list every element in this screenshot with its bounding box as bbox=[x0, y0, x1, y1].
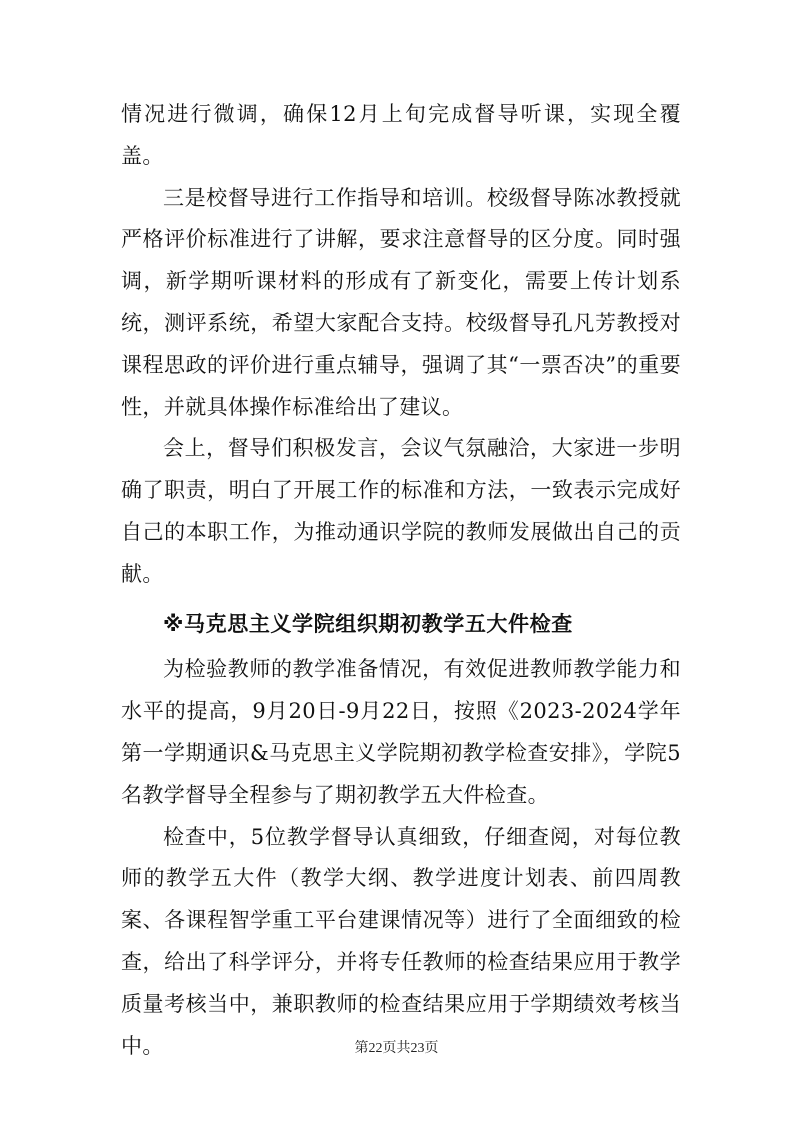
paragraph-inspection-intro: 为检验教师的教学准备情况，有效促进教师教学能力和水平的提高，9月20日-9月22日，按照《2023-2024学年第一学期通识&马克思主义学院期初教学检查安排》，学院5名教学督导全程参与了期初教学五大件检查。 bbox=[121, 657, 681, 807]
paragraph-inspection-details: 检查中，5位教学督导认真细致，仔细查阅，对每位教师的教学五大件（教学大纲、教学进度计划表、前四周教案、各课程智学重工平台建课情况等）进行了全面细致的检查，给出了科学评分，并将专任教师的检查结果应用于教学质量考核当中，兼职教师的检查结果应用于学期绩效考核当中。 bbox=[121, 824, 681, 1058]
paragraph-meeting-summary: 会上，督导们积极发言，会议气氛融洽，大家进一步明确了职责，明白了开展工作的标准和方法，一致表示完成好自己的本职工作，为推动通识学院的教师发展做出自己的贡献。 bbox=[121, 436, 681, 586]
document-body bbox=[121, 94, 681, 1067]
section-heading: ※马克思主义学院组织期初教学五大件检查 bbox=[163, 611, 573, 636]
page-number-footer: 第22页共23页 bbox=[354, 1041, 439, 1056]
paragraph-supervisor-training: 三是校督导进行工作指导和培训。校级督导陈冰教授就严格评价标准进行了讲解，要求注意督导的区分度。同时强调，新学期听课材料的形成有了新变化，需要上传计划系统，测评系统，希望大家配合支持。校级督导孔凡芳教授对课程思政的评价进行重点辅导，强调了其“一票否决”的重要性，并就具体操作标准给出了建议。 bbox=[121, 185, 681, 419]
paragraph-continuation: 情况进行微调，确保12月上旬完成督导听课，实现全覆盖。 bbox=[121, 102, 681, 168]
